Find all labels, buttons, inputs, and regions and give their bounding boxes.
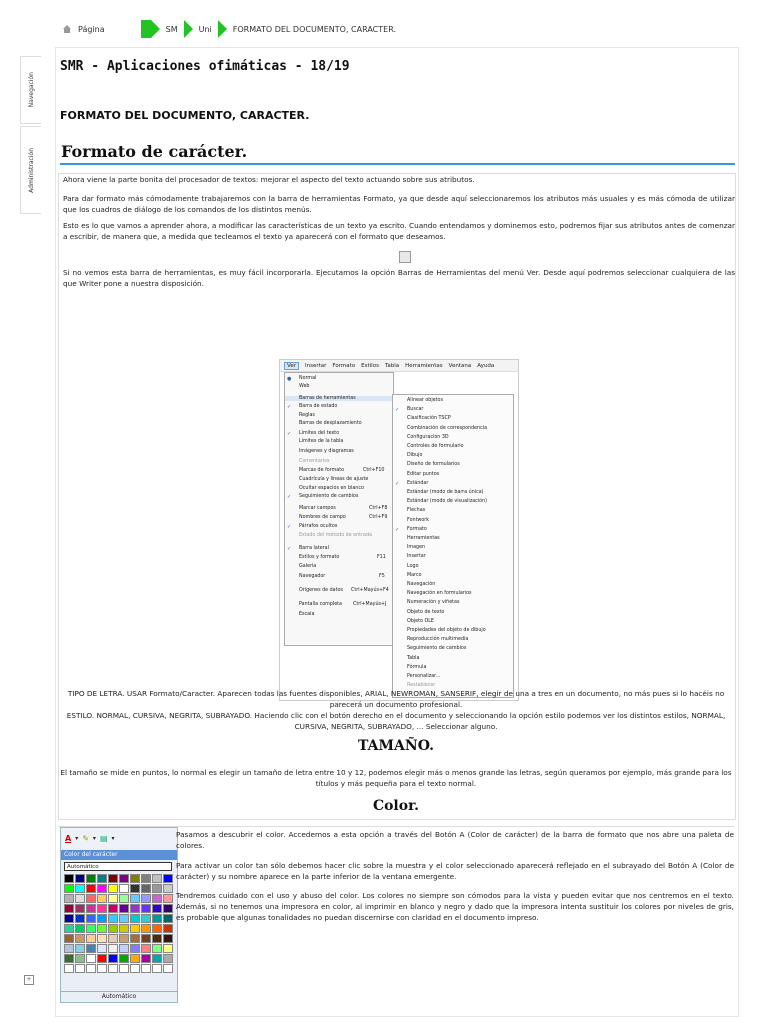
- color-swatch[interactable]: [108, 904, 118, 913]
- shortcut: Ctrl+F8: [369, 506, 388, 511]
- color-swatch[interactable]: [75, 904, 85, 913]
- submenu-item: Buscar: [407, 407, 424, 413]
- color-swatch[interactable]: [64, 944, 74, 953]
- color-swatch[interactable]: [86, 914, 96, 923]
- font-color-toolbar[interactable]: [61, 828, 177, 848]
- color-swatch[interactable]: [86, 944, 96, 953]
- submenu-item: Fontwork: [407, 517, 430, 523]
- breadcrumb-pagina[interactable]: Página: [78, 24, 105, 34]
- tamano-text: El tamaño se mide en puntos, lo normal es elegir un tamaño de letra entre 10 y 12, podemos elegir más o menos grande las letras, según queramos por ejemplo, más grande para los títulos y más pequeña para el texto normal.: [60, 768, 732, 788]
- menu-estilos: Estilos: [361, 362, 379, 369]
- color-swatch[interactable]: [97, 894, 107, 903]
- paragraph: Para dar formato más cómodamente trabajaremos con la barra de herramientas Formato, ya que desde aquí seleccionaremos los atributos más usuales y es más cómoda de utilizar que los cuadros de diálogo de los comandos de los distintos menús.: [63, 194, 735, 214]
- menu-formato: Formato: [332, 362, 356, 369]
- check-icon: ✓: [287, 524, 292, 530]
- breadcrumb-arrow-icon: [218, 20, 227, 38]
- menu-screenshot: [279, 359, 519, 701]
- color-swatch[interactable]: [119, 954, 129, 963]
- color-swatch[interactable]: [108, 884, 118, 893]
- color-swatch[interactable]: [64, 884, 74, 893]
- color-swatch[interactable]: [141, 884, 151, 893]
- submenu-item: Reproducción multimedia: [407, 637, 469, 643]
- menu-item: Nombres de campo: [299, 515, 346, 520]
- palette-title: Color del carácter: [61, 850, 177, 860]
- submenu-item: Estándar (modo de visualización): [407, 499, 487, 505]
- check-icon: ✓: [395, 407, 400, 414]
- shortcut: Ctrl+Mayús+F4: [351, 588, 389, 593]
- menu-item: Párrafos ocultos: [299, 524, 338, 529]
- menu-item: Barras de herramientas: [285, 396, 393, 401]
- color-swatch[interactable]: [130, 874, 140, 883]
- color-swatch[interactable]: [141, 964, 151, 973]
- color-swatch[interactable]: [108, 874, 118, 883]
- breadcrumb: [62, 20, 396, 38]
- color-swatch[interactable]: [130, 894, 140, 903]
- color-swatch[interactable]: [119, 894, 129, 903]
- color-swatch[interactable]: [130, 904, 140, 913]
- color-swatch[interactable]: [108, 954, 118, 963]
- check-icon: ✓: [287, 404, 292, 410]
- menu-tabla: Tabla: [384, 362, 400, 369]
- breadcrumb-arrow-icon: [184, 20, 193, 38]
- color-swatch[interactable]: [130, 944, 140, 953]
- color-swatch[interactable]: [64, 924, 74, 933]
- color-swatch[interactable]: [141, 874, 151, 883]
- menu-item: Reglas: [299, 413, 315, 418]
- color-swatch[interactable]: [64, 894, 74, 903]
- color-swatch[interactable]: [141, 934, 151, 943]
- color-swatch[interactable]: [119, 884, 129, 893]
- shortcut: Ctrl+F9: [369, 515, 388, 520]
- submenu-item: Editar puntos: [407, 471, 440, 477]
- color-swatch[interactable]: [130, 954, 140, 963]
- color-swatch[interactable]: [130, 924, 140, 933]
- submenu-item: Tabla: [407, 655, 420, 661]
- color-swatch[interactable]: [64, 934, 74, 943]
- tipo-letra-text: TIPO DE LETRA. USAR Formato/Caracter. Aparecen todas las fuentes disponibles, ARIAL, NEWROMAN, SANSERIF, elegir de una a tres en un documento, no más pues si lo hacéis no parecerá un documento profesional.: [67, 689, 725, 709]
- color-swatch[interactable]: [97, 944, 107, 953]
- color-swatch[interactable]: [97, 874, 107, 883]
- color-swatch[interactable]: [163, 904, 173, 913]
- breadcrumb-uni[interactable]: Uni: [198, 24, 212, 34]
- home-icon: [62, 24, 72, 34]
- submenu-item: Estándar (modo de barra única): [407, 490, 484, 495]
- course-title: SMR - Aplicaciones ofimáticas - 18/19: [60, 59, 350, 74]
- menu-ayuda: Ayuda: [477, 362, 495, 369]
- menu-item: Límites de la tabla: [299, 439, 344, 444]
- color-swatch[interactable]: [108, 914, 118, 923]
- automatic-color-option[interactable]: Automático: [64, 862, 172, 871]
- estilo-text: ESTILO. NORMAL, CURSIVA, NEGRITA, SUBRAYADO. Haciendo clic con el botón derecho en el documento y seleccionando la opción estilo podemos ver los distintos estilos, NORMAL, CURSIVA, NEGRITA, SUBRAYADO, ... Seleccionar alguno.: [66, 711, 726, 731]
- check-icon: ✓: [287, 546, 292, 552]
- check-icon: ✓: [287, 431, 292, 437]
- submenu-item: Alinear objetos: [407, 398, 443, 403]
- submenu-item: Propiedades del objeto de dibujo: [407, 628, 486, 633]
- submenu-item: Restablecer: [407, 683, 436, 689]
- color-swatch[interactable]: [152, 904, 162, 913]
- ver-menu: [284, 372, 394, 646]
- color-swatch[interactable]: [152, 954, 162, 963]
- menu-item: Marcas de formato: [299, 468, 345, 473]
- breadcrumb-arrow-icon: [151, 20, 160, 38]
- menu-item: Estado del método de entrada: [299, 533, 372, 538]
- color-swatch[interactable]: [119, 944, 129, 953]
- submenu-item: Dibujo: [407, 453, 423, 459]
- paragraph: Esto es lo que vamos a aprender ahora, a modificar las características de un texto ya escrito. Cuando entendamos y dominemos esto, podremos fijar sus atributos antes de comenzar a escribir, de manera que, a medida que tecleamos el texto ya aparecerá con el formato que deseamos.: [63, 221, 735, 241]
- submenu-item: Configuración 3D: [407, 434, 449, 440]
- color-swatch[interactable]: [163, 954, 173, 963]
- breadcrumb-current: FORMATO DEL DOCUMENTO, CARACTER.: [232, 24, 397, 34]
- menu-item: Límites del texto: [299, 431, 340, 436]
- color-swatch[interactable]: [152, 924, 162, 933]
- color-section: [58, 826, 734, 1015]
- page-title: FORMATO DEL DOCUMENTO, CARACTER.: [60, 109, 310, 122]
- color-grid: [64, 874, 173, 973]
- color-swatch[interactable]: [152, 914, 162, 923]
- color-swatch[interactable]: [108, 924, 118, 933]
- color-swatch[interactable]: [64, 964, 74, 973]
- color-swatch[interactable]: [152, 964, 162, 973]
- menu-item: Orígenes de datos: [299, 588, 343, 593]
- menu-item: Escala: [299, 612, 315, 617]
- color-swatch[interactable]: [75, 874, 85, 883]
- color-swatch[interactable]: [75, 964, 85, 973]
- color-swatch[interactable]: [119, 934, 129, 943]
- color-swatch[interactable]: [75, 934, 85, 943]
- menubar: [280, 360, 518, 372]
- color-palette: [60, 827, 178, 1003]
- color-swatch[interactable]: [108, 944, 118, 953]
- submenu-item: Logo: [407, 563, 419, 569]
- color-swatch[interactable]: [141, 904, 151, 913]
- color-swatch[interactable]: [152, 894, 162, 903]
- menu-item: Cuadrícula y líneas de ajuste: [299, 477, 369, 482]
- tab-navegacion[interactable]: [20, 56, 41, 124]
- toolbars-submenu: [392, 394, 514, 698]
- color-swatch[interactable]: [141, 954, 151, 963]
- check-icon: ✓: [395, 480, 400, 487]
- check-icon: ✓: [287, 494, 292, 500]
- menu-ventana: Ventana: [448, 362, 472, 369]
- color-swatch[interactable]: [64, 954, 74, 963]
- menu-item: Pantalla completa: [299, 602, 343, 607]
- dropdown-icon[interactable]: ▾: [92, 834, 96, 842]
- menu-item: Normal: [299, 376, 317, 381]
- expand-icon[interactable]: +: [24, 975, 34, 985]
- color-swatch[interactable]: [64, 914, 74, 923]
- submenu-item: Navegación en formularios: [407, 591, 472, 597]
- color-swatch[interactable]: [163, 874, 173, 883]
- color-swatch[interactable]: [141, 894, 151, 903]
- color-swatch[interactable]: [86, 964, 96, 973]
- paragraph: Para activar un color tan sólo debemos hacer clic sobre la muestra y el color seleccionado aparecerá reflejado en el subrayado del Botón A (Color de carácter) y su nombre aparece en la parte inferior de la ventana emergente.: [176, 861, 734, 881]
- color-swatch[interactable]: [152, 934, 162, 943]
- main-content: [55, 47, 739, 1017]
- menu-item: Galería: [299, 564, 317, 569]
- color-swatch[interactable]: [141, 924, 151, 933]
- submenu-item: Objeto de texto: [407, 609, 445, 615]
- shortcut: F11: [377, 555, 386, 560]
- shortcut: Ctrl+F10: [363, 468, 385, 473]
- submenu-item: Seguimiento de cambios: [407, 646, 467, 652]
- color-swatch[interactable]: [75, 884, 85, 893]
- color-swatch[interactable]: [141, 914, 151, 923]
- dropdown-icon[interactable]: ▾: [75, 834, 79, 842]
- color-swatch[interactable]: [163, 894, 173, 903]
- section-title: Formato de carácter.: [61, 142, 248, 161]
- shortcut: Ctrl+Mayús+J: [353, 602, 387, 607]
- color-swatch[interactable]: [86, 884, 96, 893]
- color-swatch[interactable]: [86, 894, 96, 903]
- submenu-item: Numeración y viñetas: [407, 600, 460, 606]
- color-swatch[interactable]: [97, 914, 107, 923]
- color-swatch[interactable]: [130, 964, 140, 973]
- section-divider: [60, 163, 735, 165]
- menu-item: Seguimiento de cambios: [299, 494, 359, 499]
- submenu-item: Combinación de correspondencia: [407, 425, 488, 431]
- color-swatch[interactable]: [86, 954, 96, 963]
- submenu-item: Controles de formulario: [407, 444, 464, 449]
- color-swatch[interactable]: [130, 914, 140, 923]
- menu-ver: Ver: [284, 362, 299, 370]
- color-swatch[interactable]: [108, 934, 118, 943]
- highlight-icon[interactable]: ✎: [82, 833, 89, 843]
- color-swatch[interactable]: [163, 884, 173, 893]
- submenu-item: Formato: [407, 526, 427, 532]
- color-swatch[interactable]: [163, 964, 173, 973]
- paragraph: Si no vemos esta barra de herramientas, es muy fácil incorporarla. Ejecutamos la opción Barras de Herramientas del menú Ver. Desde aquí podremos seleccionar cualquiera de las que Writer pone a nuestra disposición.: [63, 268, 735, 288]
- color-swatch[interactable]: [141, 944, 151, 953]
- color-swatch[interactable]: [97, 904, 107, 913]
- menu-item: Web: [299, 384, 310, 389]
- submenu-item: Imagen: [407, 545, 426, 551]
- background-color-icon[interactable]: ▤: [99, 833, 108, 843]
- radio-icon: ●: [287, 376, 292, 382]
- submenu-item: Fórmula: [407, 664, 427, 670]
- menu-item: Estilos y formato: [299, 555, 340, 560]
- color-swatch[interactable]: [75, 914, 85, 923]
- color-swatch[interactable]: [97, 884, 107, 893]
- color-swatch[interactable]: [86, 924, 96, 933]
- menu-insertar: Insertar: [304, 362, 327, 369]
- color-swatch[interactable]: [108, 964, 118, 973]
- menu-item: Marcar campos: [299, 506, 336, 511]
- submenu-item: Marco: [407, 572, 422, 578]
- color-swatch[interactable]: [64, 874, 74, 883]
- color-swatch[interactable]: [130, 934, 140, 943]
- check-icon: ✓: [395, 526, 400, 533]
- color-swatch[interactable]: [130, 884, 140, 893]
- color-swatch[interactable]: [86, 904, 96, 913]
- color-swatch[interactable]: [163, 934, 173, 943]
- submenu-item: Flechas: [407, 508, 426, 514]
- font-color-icon[interactable]: A: [65, 833, 72, 843]
- color-swatch[interactable]: [97, 924, 107, 933]
- submenu-item: Estándar: [407, 480, 429, 486]
- paragraph: Pasamos a descubrir el color. Accedemos a esta opción a través del Botón A (Color de carácter) de la barra de formato que nos abre una paleta de colores.: [176, 830, 734, 850]
- broken-image-icon: [399, 251, 411, 263]
- menu-item: Barra de estado: [299, 404, 338, 409]
- tamano-heading: TAMAÑO.: [358, 738, 434, 754]
- dropdown-icon[interactable]: ▾: [111, 834, 115, 842]
- color-swatch[interactable]: [64, 904, 74, 913]
- color-swatch[interactable]: [163, 944, 173, 953]
- menu-herramientas: Herramientas: [405, 362, 443, 369]
- paragraph: Tendremos cuidado con el uso y abuso del color. Los colores no siempre son cómodos para la vista y pueden evitar que nos centremos en el texto. Además, si no tenemos una impresora en color, al imprimir en blanco y negro y dado que la impresora intenta sustituir los colores por niveles de gris, es probable que algunas tonalidades no puedan discernirse con claridad en el documento impreso.: [176, 891, 734, 922]
- color-swatch[interactable]: [97, 954, 107, 963]
- menu-item: Barra lateral: [299, 546, 329, 551]
- tab-administracion[interactable]: [20, 126, 41, 214]
- submenu-item: Objeto OLE: [407, 618, 434, 624]
- color-swatch[interactable]: [75, 924, 85, 933]
- menu-item: Comentarios: [299, 459, 330, 464]
- color-swatch[interactable]: [75, 954, 85, 963]
- submenu-item: Navegación: [407, 582, 436, 587]
- color-swatch[interactable]: [119, 914, 129, 923]
- submenu-item: Herramientas: [407, 536, 440, 541]
- submenu-item: Insertar: [407, 554, 426, 560]
- submenu-item: Personalizar...: [407, 674, 441, 679]
- submenu-item: Diseño de formularios: [407, 462, 460, 468]
- tab-administracion-label: Administración: [27, 147, 35, 193]
- color-swatch[interactable]: [86, 874, 96, 883]
- color-swatch[interactable]: [119, 924, 129, 933]
- color-heading: Color.: [372, 798, 420, 814]
- color-swatch[interactable]: [163, 914, 173, 923]
- color-swatch[interactable]: [75, 894, 85, 903]
- selected-color-name: Automático: [61, 991, 177, 1002]
- tab-navegacion-label: Navegación: [27, 72, 35, 108]
- shortcut: F5: [379, 574, 385, 579]
- color-swatch[interactable]: [163, 924, 173, 933]
- submenu-item: Clasificación TSCP: [407, 416, 451, 422]
- color-swatch[interactable]: [152, 874, 162, 883]
- menu-item: Ocultar espacios en blanco: [299, 486, 364, 491]
- paragraph: Ahora viene la parte bonita del procesador de textos: mejorar el aspecto del texto actuando sobre sus atributos.: [63, 175, 475, 184]
- color-swatch[interactable]: [97, 964, 107, 973]
- menu-item: Navegador: [299, 574, 326, 579]
- color-swatch[interactable]: [86, 934, 96, 943]
- color-swatch[interactable]: [97, 934, 107, 943]
- color-swatch[interactable]: [119, 874, 129, 883]
- color-swatch[interactable]: [152, 944, 162, 953]
- breadcrumb-separator: [141, 20, 151, 38]
- color-swatch[interactable]: [119, 964, 129, 973]
- color-swatch[interactable]: [119, 904, 129, 913]
- color-swatch[interactable]: [75, 944, 85, 953]
- menu-item: Imágenes y diagramas: [299, 449, 354, 454]
- color-swatch[interactable]: [152, 884, 162, 893]
- menu-item: Barras de desplazamiento: [299, 421, 362, 426]
- breadcrumb-sm[interactable]: SM: [165, 24, 178, 34]
- color-swatch[interactable]: [108, 894, 118, 903]
